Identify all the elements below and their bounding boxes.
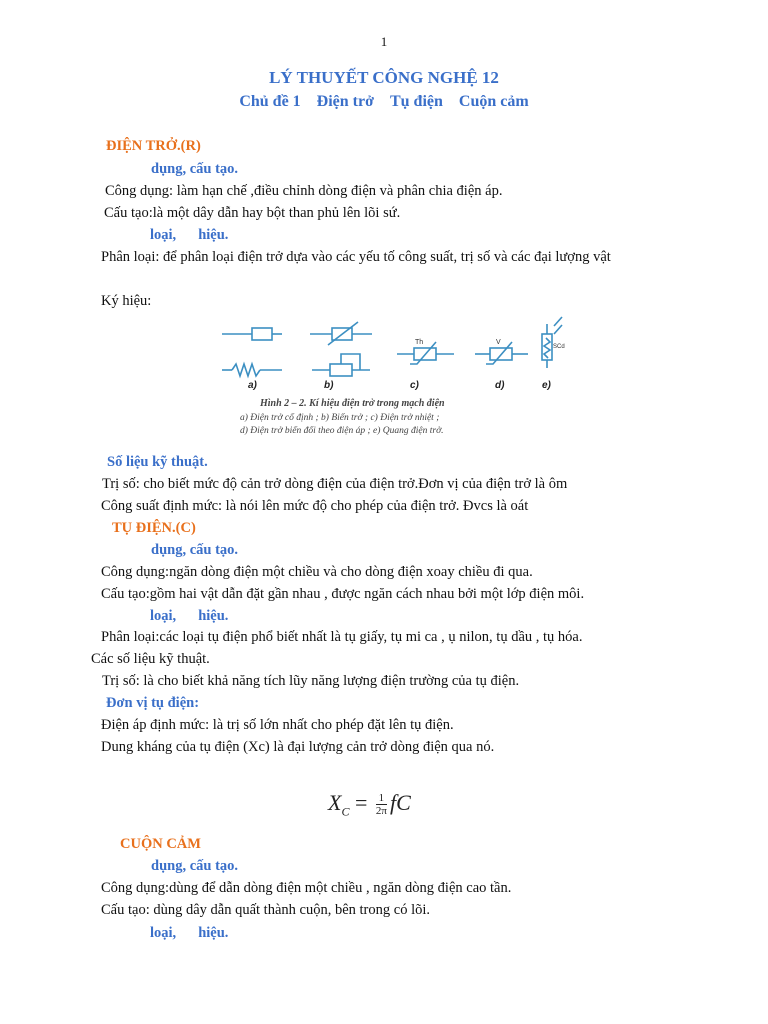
types-label: loại, bbox=[150, 608, 177, 624]
formula-fraction bbox=[376, 792, 387, 817]
subtitle-item-inductor: Cuộn cảm bbox=[458, 93, 529, 110]
resistor-spec-value: Trị số: cho biết mức độ cản trở dòng điện của điện trở.Đơn vị của điện trở là ôm bbox=[102, 476, 568, 492]
subtitle-topic: Chủ đề 1 bbox=[239, 93, 301, 110]
photoresistor-symbol bbox=[542, 317, 562, 368]
symbols-label: hiệu. bbox=[198, 925, 229, 941]
capacitor-use-text: Công dụng:ngăn dòng điện một chiều và cho dòng điện xoay chiều đi qua. bbox=[101, 564, 533, 580]
formula-equals: = bbox=[354, 790, 368, 815]
capacitor-structure-text: Cấu tạo:gồm hai vật dẫn đặt gần nhau , được ngăn cách nhau bởi một lớp điện môi. bbox=[101, 586, 585, 602]
resistor-subheading-types bbox=[150, 227, 228, 244]
capacitor-specs-label: Các số liệu kỹ thuật. bbox=[91, 651, 210, 667]
capacitor-value-text: Trị số: là cho biết khả năng tích lũy năng lượng điện trường của tụ điện. bbox=[102, 673, 520, 689]
fixed-resistor-symbol bbox=[222, 328, 282, 376]
capacitor-subheading-types bbox=[150, 608, 228, 625]
formula-denominator: 2π bbox=[375, 805, 387, 818]
section-heading-inductor: CUỘN CẢM bbox=[120, 836, 201, 852]
figure-label-b: b) bbox=[324, 380, 334, 391]
resistor-subheading-use: dụng, cấu tạo. bbox=[151, 161, 239, 177]
inductor-subheading-use: dụng, cấu tạo. bbox=[151, 858, 239, 874]
thermistor-symbol bbox=[397, 342, 454, 364]
formula-sub: C bbox=[341, 804, 350, 819]
figure-label-a: a) bbox=[248, 380, 257, 391]
page-number: 1 bbox=[380, 34, 388, 49]
resistor-classification-text: Phân loại: để phân loại điện trở dựa vào các yếu tố công suất, trị số và các đại lượng vật bbox=[101, 249, 611, 265]
figure-label-e: e) bbox=[542, 380, 551, 391]
resistor-spec-heading: Số liệu kỹ thuật. bbox=[107, 454, 208, 470]
resistor-symbol-label: Ký hiệu: bbox=[101, 293, 152, 309]
resistor-structure-text: Cấu tạo:là một dây dẫn hay bột than phủ lên lõi sứ. bbox=[104, 205, 401, 221]
document-subtitle bbox=[0, 93, 768, 111]
types-label: loại, bbox=[150, 925, 177, 941]
figure-label-d: d) bbox=[495, 380, 505, 391]
variable-resistor-symbol bbox=[310, 322, 372, 376]
symbols-label: hiệu. bbox=[198, 608, 229, 624]
resistor-symbols-diagram bbox=[222, 312, 565, 392]
document-title: LÝ THUYẾT CÔNG NGHỆ 12 bbox=[269, 68, 499, 87]
formula-lhs: X bbox=[328, 790, 342, 815]
thermistor-tag: Th bbox=[415, 339, 424, 346]
photoresistor-tag: SCd bbox=[553, 344, 565, 350]
formula-rhs: fC bbox=[389, 790, 411, 815]
symbols-label: hiệu. bbox=[198, 227, 229, 243]
section-heading-resistor: ĐIỆN TRỞ.(R) bbox=[106, 138, 201, 154]
capacitor-rated-voltage-text: Điện áp định mức: là trị số lớn nhất cho phép đặt lên tụ điện. bbox=[101, 717, 454, 733]
formula-numerator: 1 bbox=[376, 792, 387, 805]
capacitor-subheading-use: dụng, cấu tạo. bbox=[151, 542, 239, 558]
section-heading-capacitor: TỤ ĐIỆN.(C) bbox=[112, 520, 196, 536]
inductor-subheading-types bbox=[150, 925, 228, 942]
figure-label-c: c) bbox=[410, 380, 419, 391]
varistor-tag: V bbox=[496, 339, 501, 346]
capacitor-reactance-text: Dung kháng của tụ điện (Xc) là đại lượng cản trở dòng điện qua nó. bbox=[101, 739, 495, 755]
resistor-symbols-figure bbox=[222, 312, 565, 447]
inductor-use-text: Công dụng:dùng để dẫn dòng điện một chiều , ngăn dòng điện cao tần. bbox=[101, 880, 512, 896]
figure-caption-line2: d) Điện trở biến đổi theo điện áp ; e) Quang điện trở. bbox=[240, 426, 444, 436]
types-label: loại, bbox=[150, 227, 177, 243]
resistor-spec-power: Công suất định mức: là nói lên mức độ cho phép của điện trở. Đvcs là oát bbox=[101, 498, 529, 514]
figure-caption-line1: a) Điện trở cố định ; b) Biến trở ; c) Điện trở nhiệt ; bbox=[240, 413, 440, 423]
resistor-use-text: Công dụng: làm hạn chế ,điều chỉnh dòng điện và phân chia điện áp. bbox=[105, 183, 503, 199]
figure-caption-title: Hình 2 – 2. Kí hiệu điện trở trong mạch điện bbox=[260, 398, 445, 409]
reactance-formula bbox=[328, 790, 411, 819]
capacitor-unit-heading: Đơn vị tụ điện: bbox=[106, 695, 200, 711]
capacitor-classification-text: Phân loại:các loại tụ điện phổ biết nhất là tụ giấy, tụ mi ca , ụ nilon, tụ dầu , tụ hóa. bbox=[101, 629, 583, 645]
inductor-structure-text: Cấu tạo: dùng dây dẫn quất thành cuộn, bên trong có lõi. bbox=[101, 902, 430, 918]
varistor-symbol bbox=[475, 342, 528, 364]
subtitle-item-capacitor: Tụ điện bbox=[389, 93, 443, 110]
subtitle-item-resistor: Điện trở bbox=[316, 93, 374, 110]
